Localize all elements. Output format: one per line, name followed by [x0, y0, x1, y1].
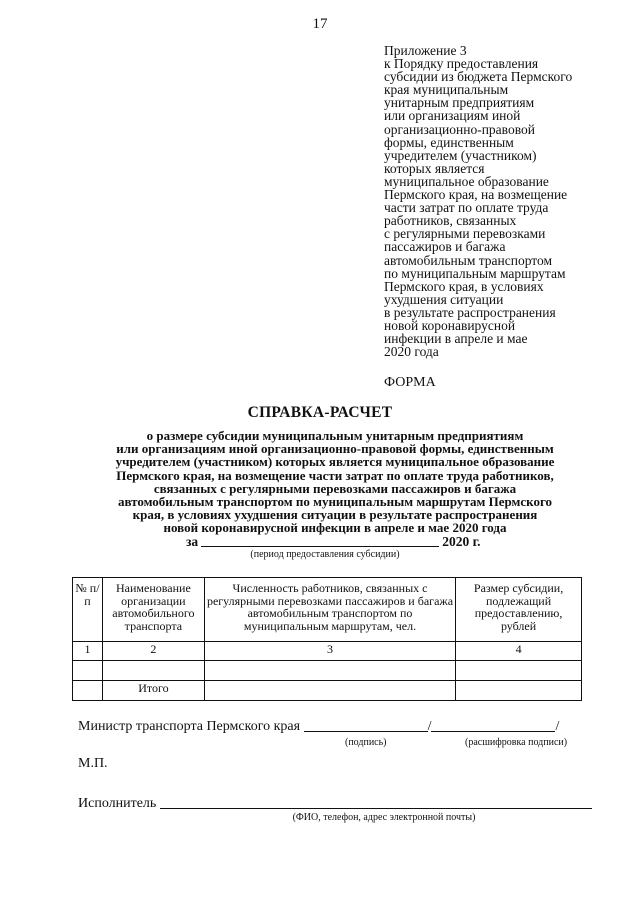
appendix-line: муниципальное образование — [384, 173, 549, 189]
signature-field[interactable] — [304, 718, 428, 732]
appendix-line: Приложение 3 — [384, 43, 467, 58]
appendix-line: части затрат по оплате труда — [384, 200, 549, 216]
table-cell[interactable] — [73, 661, 103, 681]
signature-line — [78, 718, 559, 735]
period-suffix: 2020 г. — [442, 534, 481, 549]
appendix-line: края муниципальным — [384, 82, 509, 98]
appendix-line: по муниципальным маршрутам — [384, 265, 566, 281]
appendix-line: работников, связанных — [384, 213, 517, 229]
period-prefix: за — [186, 534, 199, 549]
appendix-line: организационно-правовой — [384, 121, 535, 137]
appendix-line: инфекции в апреле и мае — [384, 331, 528, 347]
appendix-line: новой коронавирусной — [384, 317, 516, 333]
column-number: 3 — [204, 642, 455, 661]
appendix-line: субсидии из бюджета Пермского — [384, 69, 573, 85]
header-subsidy: Размер субсидии, подлежащий предоставлению, рублей — [456, 578, 582, 642]
signature-caption: (подпись) — [345, 737, 387, 748]
appendix-line: ухудшения ситуации — [384, 291, 504, 307]
table-row — [73, 661, 582, 681]
period-field[interactable] — [201, 534, 439, 547]
subtitle-line: Пермского края, на возмещение части затрат по оплате труда работников, — [116, 467, 554, 483]
stamp-label: М.П. — [78, 756, 108, 771]
table-cell[interactable] — [456, 681, 582, 701]
subtitle-line: или организациям иной организационно-правовой формы, единственным — [116, 441, 554, 457]
appendix-line: Пермского края, в условиях — [384, 278, 544, 294]
appendix-line: унитарным предприятиям — [384, 95, 535, 111]
appendix-block — [384, 44, 624, 358]
table-cell[interactable] — [204, 681, 455, 701]
table-total-row — [73, 681, 582, 701]
executor-field[interactable] — [160, 795, 592, 809]
page-number: 17 — [312, 16, 328, 32]
total-label: Итого — [102, 681, 204, 701]
subtitle-line: края, в условиях ухудшения ситуации в результате распространения — [132, 507, 538, 523]
column-number: 2 — [102, 642, 204, 661]
appendix-line: пассажиров и багажа — [384, 239, 506, 255]
appendix-line: или организациям иной — [384, 108, 521, 124]
form-label: ФОРМА — [384, 375, 436, 390]
calculation-table — [72, 577, 582, 701]
table-cell[interactable] — [102, 661, 204, 681]
subtitle-line: новой коронавирусной инфекции в апреле и мае 2020 года — [163, 520, 507, 536]
appendix-line: учредителем (участником) — [384, 147, 537, 163]
table-cell[interactable] — [204, 661, 455, 681]
subtitle-line: связанных с регулярными перевозками пассажиров и багажа — [153, 480, 517, 496]
executor-line — [78, 795, 592, 812]
appendix-line: 2020 года — [384, 344, 439, 360]
document-subtitle — [70, 429, 600, 535]
table-column-numbers-row — [73, 642, 582, 661]
transcript-caption: (расшифровка подписи) — [465, 737, 568, 748]
table-cell — [73, 681, 103, 701]
signature-end-separator: / — [555, 719, 560, 734]
executor-label: Исполнитель — [78, 796, 157, 811]
appendix-line: Пермского края, на возмещение — [384, 187, 568, 203]
table-cell[interactable] — [456, 661, 582, 681]
header-number: № п/п — [73, 578, 103, 642]
document-title: СПРАВКА-РАСЧЕТ — [247, 404, 393, 421]
table-header-row — [73, 578, 582, 642]
header-employees: Численность работников, связанных с регулярными перевозками пассажиров и багажа автомобильным транспортом по муниципальным маршрутам, чел. — [204, 578, 455, 642]
appendix-line: в результате распространения — [384, 304, 556, 320]
column-number: 4 — [456, 642, 582, 661]
subtitle-line: о размере субсидии муниципальным унитарным предприятиям — [146, 428, 524, 443]
signature-transcript-field[interactable] — [431, 718, 555, 732]
appendix-line: к Порядку предоставления — [384, 56, 539, 72]
appendix-line: которых является — [384, 160, 485, 176]
signature-separator: / — [427, 719, 432, 734]
appendix-line: формы, единственным — [384, 134, 514, 150]
appendix-line: автомобильным транспортом — [384, 252, 553, 268]
subtitle-line: учредителем (участником) которых является муниципальное образование — [115, 454, 555, 470]
column-number: 1 — [73, 642, 103, 661]
period-line — [186, 534, 481, 550]
executor-caption: (ФИО, телефон, адрес электронной почты) — [292, 812, 476, 823]
position-label: Министр транспорта Пермского края — [78, 719, 301, 734]
appendix-line: с регулярными перевозками — [384, 226, 546, 242]
header-organization: Наименование организации автомобильного транспорта — [102, 578, 204, 642]
period-caption: (период предоставления субсидии) — [250, 549, 400, 560]
subtitle-line: автомобильным транспортом по муниципальным маршрутам Пермского — [117, 494, 553, 510]
